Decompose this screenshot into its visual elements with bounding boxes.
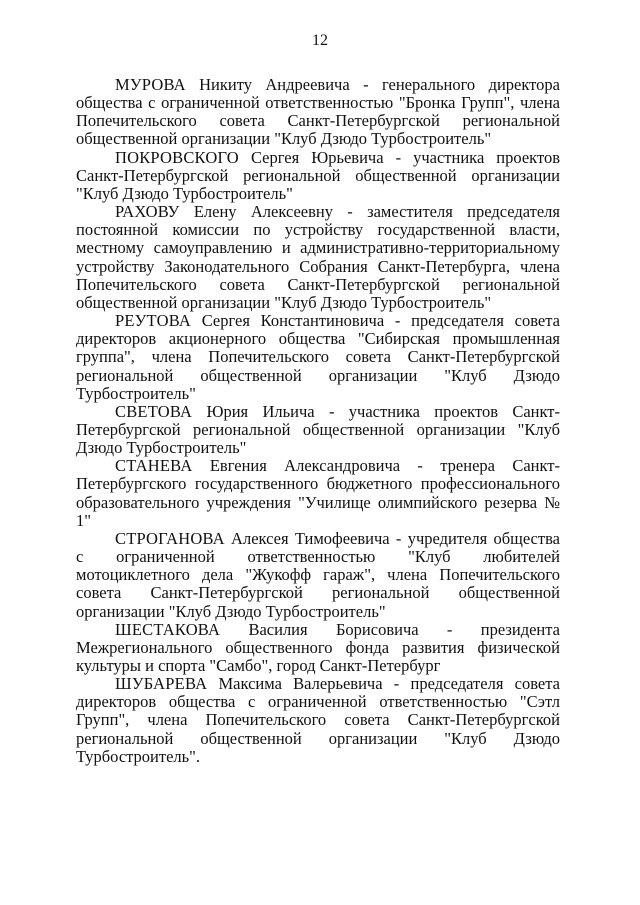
person-surname: РЕУТОВА (115, 311, 191, 331)
person-surname: РАХОВУ (115, 202, 180, 222)
person-surname: СВЕТОВА (115, 401, 193, 421)
page-number: 12 (312, 32, 328, 49)
person-surname: СТАНЕВА (115, 456, 193, 476)
person-surname: МУРОВА (115, 75, 186, 94)
person-surname: ШУБАРЕВА (115, 674, 208, 694)
person-surname: СТРОГАНОВА (115, 528, 225, 548)
person-description: Юрия Ильича - участника проектов Санкт-Петербургской региональной общественной организации "Клуб Дзюдо Турбостроитель" (76, 401, 560, 458)
entry-stroganov (76, 530, 560, 621)
person-description: Максима Валерьевича - председателя совета директоров общества с ограниченной ответственностью "Сэтл Групп", члена Попечительского совета Санкт-Петербургской региональной общественной организации "Клуб Дзюдо Турбостроитель". (76, 674, 560, 766)
person-description: Елену Алексеевну - заместителя председателя постоянной комиссии по устройству государственной власти, местному самоуправлению и административно-территориальному устройству Законодательного Собрания Санкт-Петербурга, члена Попечительского совета Санкт-Петербургской региональной общественной организации "Клуб Дзюдо Турбостроитель" (76, 202, 560, 312)
entry-pokrovsky (76, 149, 560, 203)
person-description: Сергея Юрьевича - участника проектов Санкт-Петербургской региональной общественной организации "Клуб Дзюдо Турбостроитель" (76, 147, 560, 203)
entry-shestakov (76, 621, 560, 675)
person-surname: ПОКРОВСКОГО (115, 147, 239, 167)
entry-svetov (76, 403, 560, 457)
person-description: Василия Борисовича - президента Межрегионального общественного фонда развития физической культуры и спорта "Самбо", город Санкт-Петербург (76, 619, 560, 675)
person-description: Никиту Андреевича - генерального директора общества с ограниченной ответственностью "Бронка Групп", члена Попечительского совета Санкт-Петербургской региональной общественной организации "Клуб Дзюдо Турбостроитель" (76, 75, 560, 149)
entry-stanev (76, 457, 560, 530)
document-body (76, 76, 560, 766)
person-description: Алексея Тимофеевича - учредителя общества с ограниченной ответственностью "Клуб любителей мотоциклетного дела "Жукофф гараж", члена Попечительского совета Санкт-Петербургской региональной общественной организации "Клуб Дзюдо Турбостроитель" (76, 528, 560, 621)
entry-reutov (76, 312, 560, 403)
person-description: Сергея Константиновича - председателя совета директоров акционерного общества "Сибирская промышленная группа", члена Попечительского совета Санкт-Петербургской региональной общественной организации "Клуб Дзюдо Турбостроитель" (76, 311, 560, 403)
person-surname: ШЕСТАКОВА (115, 619, 221, 639)
person-description: Евгения Александровича - тренера Санкт-Петербургского государственного бюджетного профессионального образовательного учреждения "Училище олимпийского резерва № 1" (76, 456, 560, 530)
entry-shubarev (76, 675, 560, 766)
entry-murova (76, 76, 560, 149)
entry-rakhova (76, 203, 560, 312)
